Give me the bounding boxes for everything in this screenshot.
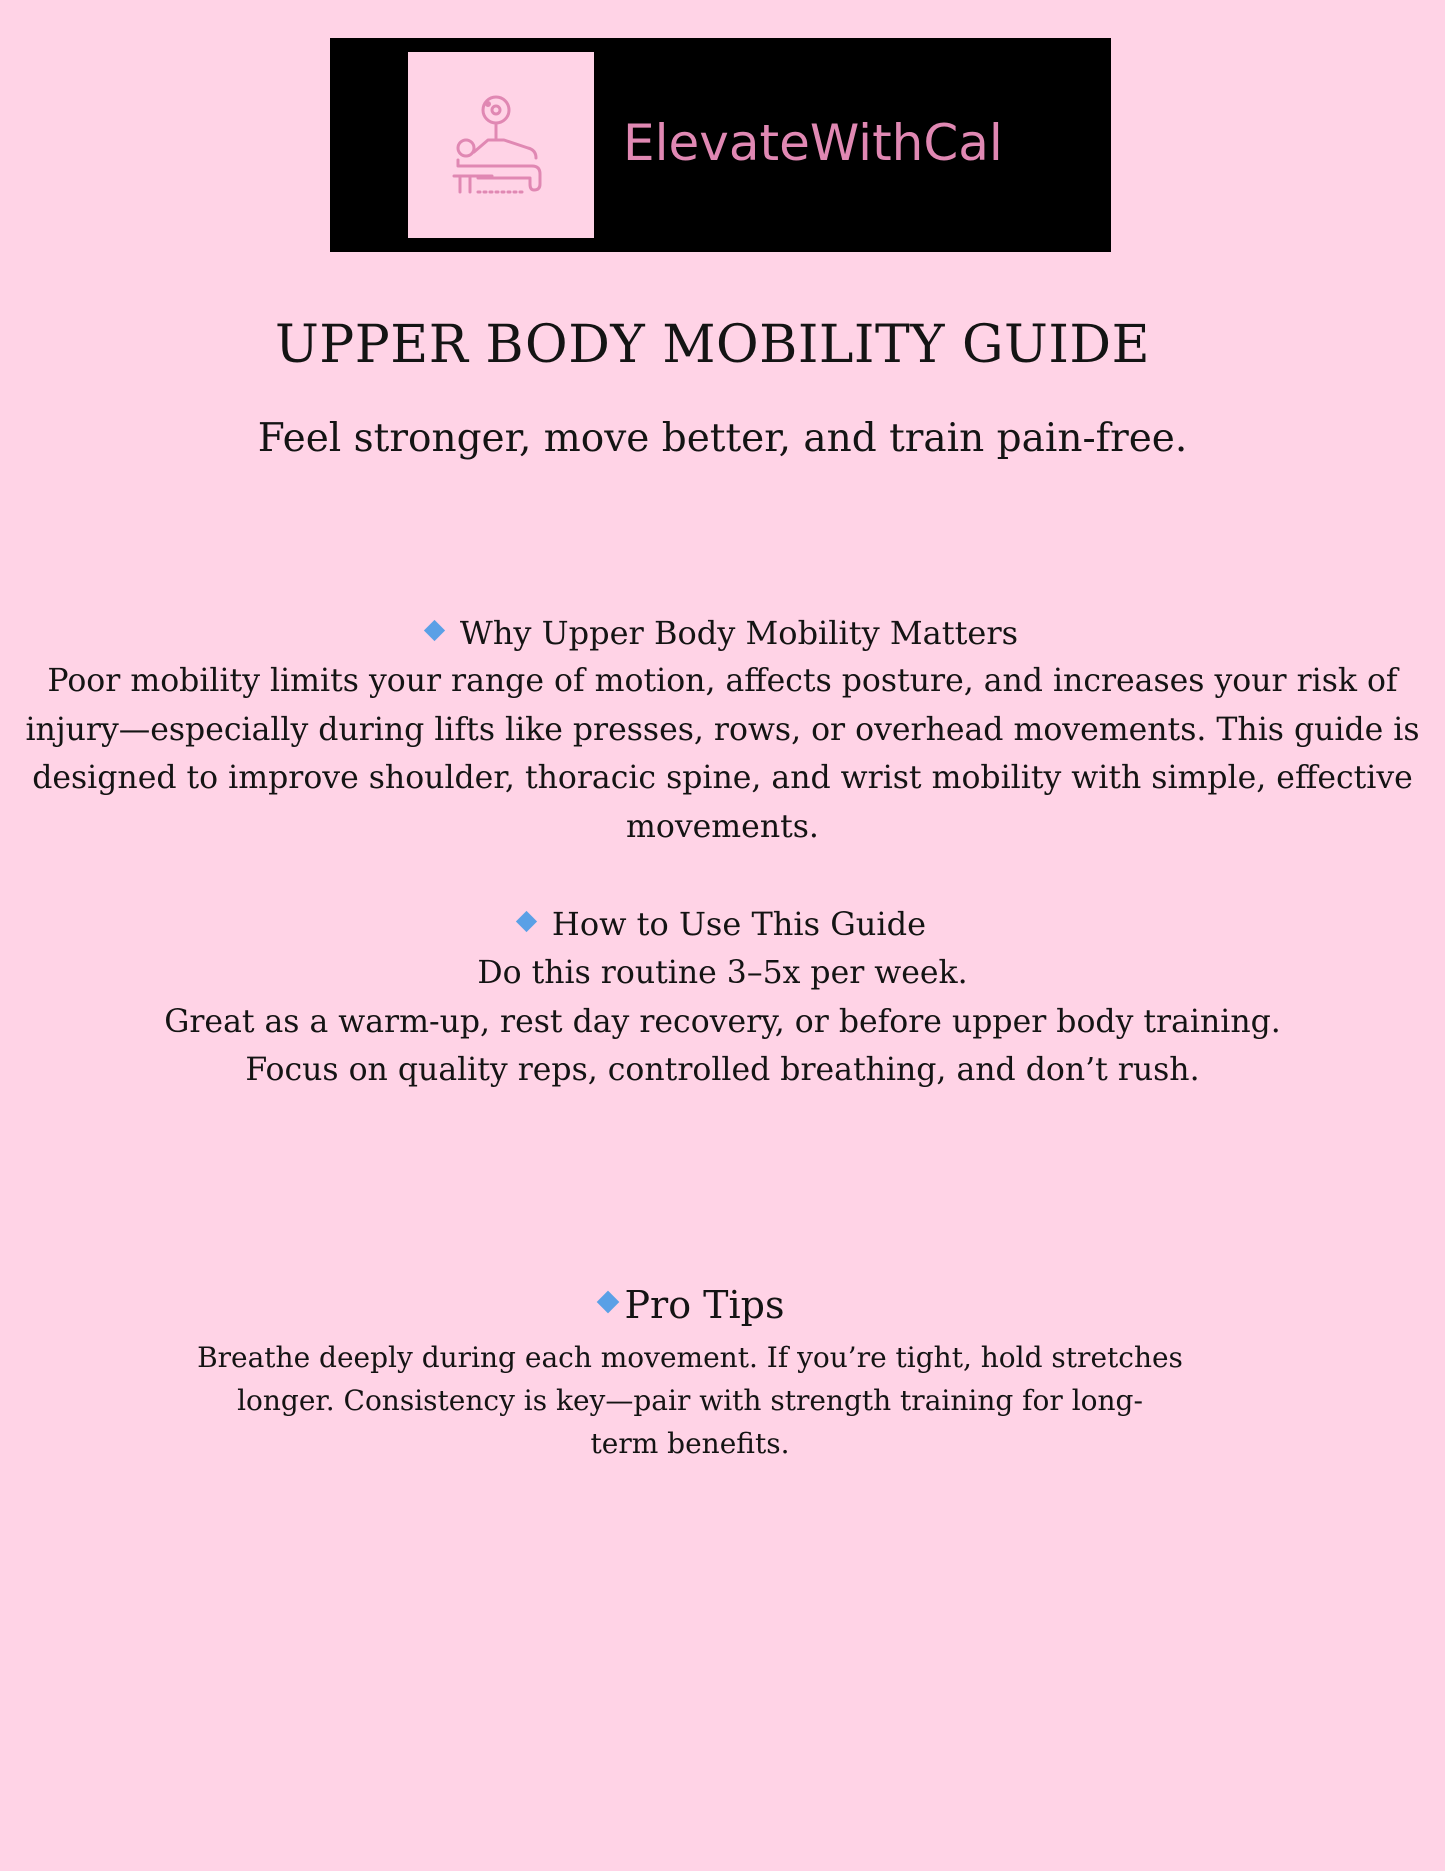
section-body-how: [0, 949, 1445, 1095]
page-subtitle: Feel stronger, move better, and train pain-free.: [257, 416, 1188, 461]
section-heading-how: [0, 902, 1445, 946]
tips-line: longer. Consistency is key—pair with strength training for long-: [237, 1384, 1143, 1417]
section-body-why: [0, 657, 1445, 851]
brand-name: ElevateWithCal: [623, 114, 1003, 172]
body-line: designed to improve shoulder, thoracic spine, and wrist mobility with simple, effective: [32, 760, 1413, 796]
section-heading-text: Why Upper Body Mobility Matters: [459, 614, 1019, 652]
section-heading-why: [0, 611, 1445, 655]
tips-line: term benefits.: [590, 1427, 790, 1460]
body-line: movements.: [626, 808, 819, 845]
body-line: Great as a warm-up, rest day recovery, or before upper body training.: [164, 1003, 1281, 1040]
page-title: UPPER BODY MOBILITY GUIDE: [274, 315, 1151, 375]
section-heading-text: How to Use This Guide: [551, 905, 927, 943]
logo: [408, 52, 594, 238]
diamond-bullet-icon: [424, 620, 445, 641]
diamond-bullet-icon: [597, 1291, 620, 1314]
body-line: Poor mobility limits your range of motion, affects posture, and increases your risk of: [47, 663, 1398, 699]
tips-line: Breathe deeply during each movement. If you’re tight, hold stretches: [197, 1341, 1183, 1374]
pro-tips-heading-text: Pro Tips: [624, 1283, 785, 1327]
bench-press-icon: [448, 92, 558, 202]
pro-tips-body: [0, 1336, 1380, 1465]
pro-tips-heading: [0, 1280, 1385, 1330]
diamond-bullet-icon: [516, 911, 537, 932]
body-line: injury—especially during lifts like presses, rows, or overhead movements. This guide is: [25, 711, 1420, 748]
body-line: Focus on quality reps, controlled breathing, and don’t rush.: [245, 1052, 1200, 1088]
brand-banner: [330, 38, 1111, 252]
body-line: Do this routine 3–5x per week.: [477, 955, 968, 991]
